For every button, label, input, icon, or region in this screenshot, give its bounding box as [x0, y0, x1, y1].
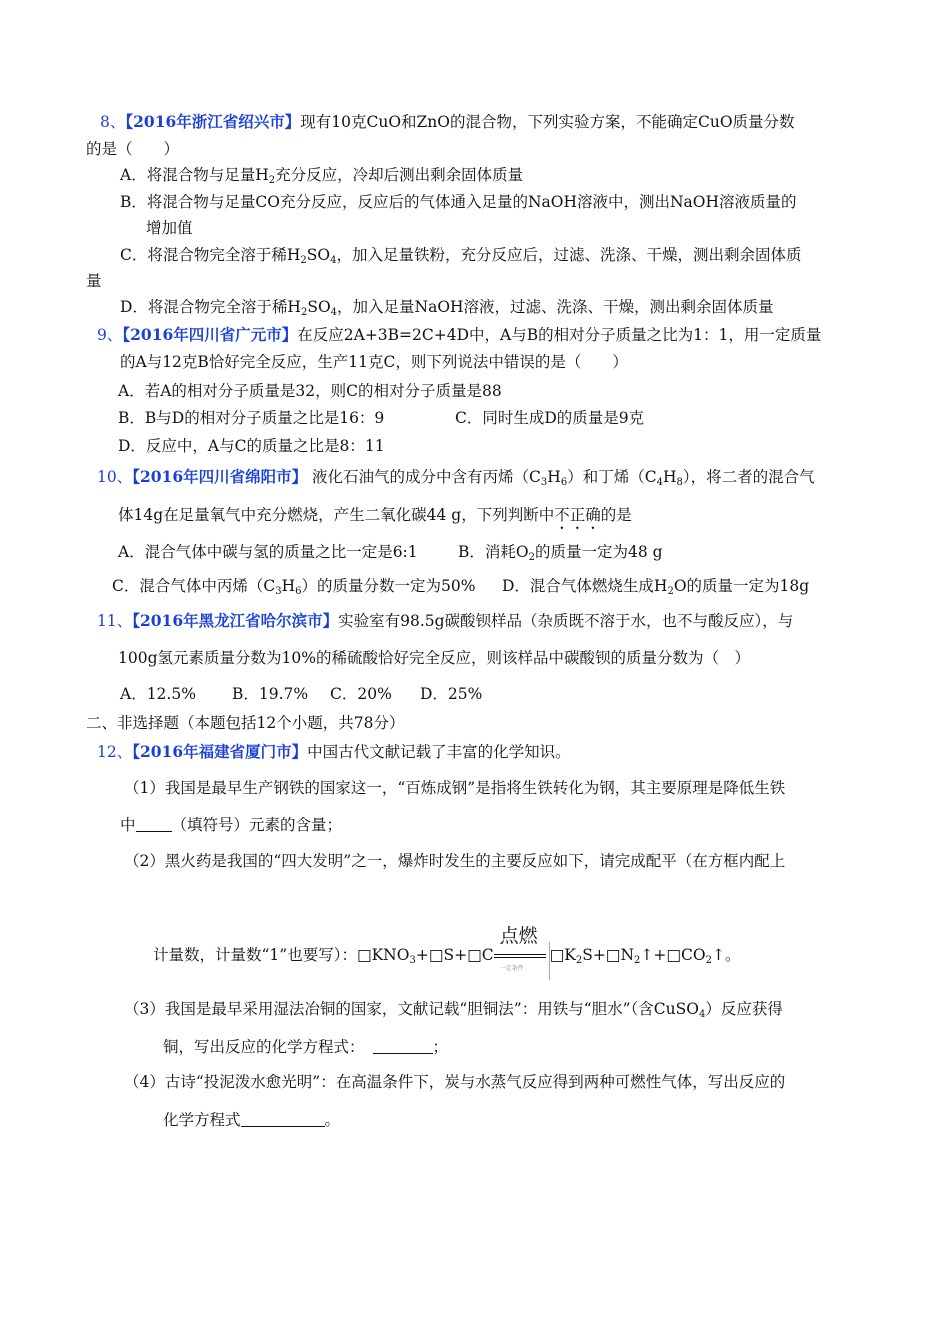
q8-stem-line2: 的是（ ） — [86, 140, 180, 158]
q10-h2: H — [662, 468, 677, 486]
q10-stem-mid: ）和丁烯（C — [567, 468, 657, 486]
q10-source-tag: 【2016年四川省绵阳市】 — [132, 467, 308, 486]
q12-eq-sub1: 3 — [409, 955, 416, 966]
q9-source-tag: 【2016年四川省广元市】 — [122, 325, 298, 344]
q11-number: 11、 — [97, 612, 133, 630]
q11-option-b: B．19.7% — [232, 685, 309, 703]
q12-p3-text: （3）我国是最早采用湿法冶铜的国家，文献记载“胆铜法”：用铁与“胆水”（含CuSO — [124, 1000, 699, 1018]
q10-b-text: B．消耗O — [458, 543, 529, 561]
q8-option-c-line2: 量 — [86, 272, 102, 290]
q9-stem-line1 — [97, 325, 821, 345]
q8-a-text-end: 充分反应，冷却后测出剩余固体质量 — [275, 166, 524, 184]
q12-part4-line2 — [163, 1110, 340, 1130]
q12-eq-prod2: S+□N — [582, 946, 635, 964]
q12-p3-text-end: ）反应获得 — [705, 1000, 783, 1018]
q8-option-a — [120, 165, 523, 191]
q8-a-text: A．将混合物与足量H — [120, 166, 269, 184]
q9-stem-line2: 的A与12克B恰好完全反应，生产11克C，则下列说法中错误的是（ ） — [120, 353, 628, 371]
section-heading: 二、非选择题（本题包括12个小题，共78分） — [86, 714, 405, 732]
q12-eq-sub2: 2 — [575, 955, 583, 966]
q12-p3-line2-end: ； — [432, 1038, 449, 1056]
q8-c-sub2: 4 — [330, 255, 337, 266]
q11-option-a: A．12.5% — [120, 685, 196, 703]
q11-stem-line2: 100g氢元素质量分数为10%的稀硫酸恰好完全反应，则该样品中碳酸钡的质量分数为（ ） — [118, 649, 750, 667]
reaction-condition-arrow — [494, 925, 550, 972]
q10-sub3: 4 — [656, 477, 663, 488]
q12-p1-text-end: （填符号）元素的含量； — [171, 816, 343, 834]
q10-c-h: H — [281, 577, 296, 595]
q9-option-b: B．B与D的相对分子质量之比是16：9 — [118, 409, 385, 427]
q10-stem-line2 — [118, 505, 632, 533]
q12-p1-answer-blank[interactable] — [136, 815, 172, 832]
q8-option-c-line1 — [120, 245, 801, 271]
q11-stem-line1 — [97, 611, 793, 631]
q10-stem-end: ），将二者的混合气 — [682, 468, 815, 486]
q8-c-sub1: 2 — [300, 255, 307, 266]
q8-d-text-end: ，加入足量NaOH溶液，过滤、洗涤、干燥，测出剩余固体质量 — [337, 298, 774, 316]
q12-part3-line2 — [163, 1037, 448, 1057]
q12-eq-reactants-end: +□S+□C — [415, 946, 494, 964]
q11-option-c: C．20% — [330, 685, 392, 703]
q10-line2-end: 的是 — [600, 506, 632, 524]
q12-eq-end: ↑。 — [711, 946, 741, 964]
q9-stem-text: 在反应2A+3B=2C+4D中，A与B的相对分子质量之比为1：1，用一定质量 — [297, 326, 822, 344]
q8-option-b-line1: B．将混合物与足量CO充分反应，反应后的气体通入足量的NaOH溶液中，测出NaOH溶液质量的 — [120, 193, 797, 211]
equal-bar-bottom — [494, 957, 546, 958]
q9-option-d: D．反应中，A与C的质量之比是8：11 — [118, 437, 385, 455]
q8-number: 8、 — [100, 113, 126, 131]
q8-d-sub1: 2 — [300, 307, 308, 318]
q12-part2-equation — [153, 925, 741, 972]
q12-p4-text-end: 。 — [324, 1111, 341, 1129]
q12-p3-answer-blank[interactable] — [373, 1037, 433, 1054]
q8-stem-line1 — [100, 112, 795, 132]
q10-c-sub1: 3 — [275, 586, 282, 597]
q12-part1-line2 — [120, 815, 342, 835]
q11-source-tag: 【2016年黑龙江省哈尔滨市】 — [132, 611, 339, 630]
q10-d-text-end: O的质量一定为18g — [673, 577, 810, 595]
q10-c-sub2: 6 — [295, 586, 302, 597]
q10-line2-text: 体14g在足量氧气中充分燃烧，产生二氧化碳44 g，下列判断中 — [118, 506, 555, 524]
q12-p4-answer-blank[interactable] — [241, 1110, 325, 1127]
q10-stem-line1 — [97, 467, 815, 493]
q12-p3-sub: 4 — [698, 1009, 706, 1020]
q10-option-c — [112, 576, 475, 602]
equal-bar-top — [494, 954, 546, 955]
q10-b-sub: 2 — [528, 552, 535, 563]
q12-part1-line1: （1）我国是最早生产钢铁的国家这一，“百炼成钢”是指将生铁转化为钢，其主要原理是降低生铁 — [124, 779, 786, 797]
q12-stem-text: 中国古代文献记载了丰富的化学知识。 — [307, 743, 571, 761]
q8-d-sub2: 4 — [330, 307, 338, 318]
q12-part3-line1 — [124, 999, 783, 1025]
q10-option-d — [502, 576, 809, 602]
q8-option-b-line2: 增加值 — [146, 219, 193, 237]
q8-d-mid: SO — [307, 298, 331, 316]
q10-sub4: 8 — [676, 477, 683, 488]
q12-part4-line1: （4）古诗“投泥泼水愈光明”：在高温条件下，炭与水蒸气反应得到两种可燃性气体，写出反应的 — [124, 1073, 786, 1091]
q9-number: 9、 — [97, 326, 123, 344]
q10-stem-text: 液化石油气的成分中含有丙烯（C — [307, 468, 541, 486]
q12-number: 12、 — [97, 743, 133, 761]
q10-emphasis-text: 不正确 — [554, 506, 601, 524]
condition-small-text: 一定条件 — [499, 965, 524, 972]
q10-option-a: A．混合气体中碳与氢的质量之比一定是6:1 — [118, 543, 418, 561]
q9-option-c: C．同时生成D的质量是9克 — [455, 409, 645, 427]
q8-a-subscript: 2 — [268, 175, 276, 186]
q9-option-a: A．若A的相对分子质量是32，则C的相对分子质量是88 — [118, 382, 502, 400]
q8-d-text: D．将混合物完全溶于稀H — [120, 298, 301, 316]
q11-stem-text: 实验室有98.5g碳酸钡样品（杂质既不溶于水，也不与酸反应），与 — [338, 612, 794, 630]
q12-eq-prod1: □K — [549, 946, 576, 964]
q12-p3-line2-text: 铜，写出反应的化学方程式： — [163, 1038, 365, 1056]
q12-part2-line1: （2）黑火药是我国的“四大发明”之一，爆炸时发生的主要反应如下，请完成配平（在方框内配上 — [124, 852, 786, 870]
q8-c-mid: SO — [306, 246, 331, 264]
q10-c-text: C．混合气体中丙烯（C — [112, 577, 276, 595]
q10-h1: H — [547, 468, 561, 486]
q10-d-text: D．混合气体燃烧生成H — [502, 577, 668, 595]
q12-eq-sub4: 2 — [705, 955, 712, 966]
q8-option-d — [120, 297, 774, 323]
condition-ignite: 点燃 — [499, 925, 538, 947]
q12-source-tag: 【2016年福建省厦门市】 — [132, 742, 308, 761]
q10-b-text-end: 的质量一定为48 g — [534, 543, 663, 561]
q11-option-d: D．25% — [420, 685, 483, 703]
q10-option-b — [458, 542, 663, 568]
q10-number: 10、 — [97, 468, 133, 486]
q12-eq-sub3: 2 — [634, 955, 641, 966]
q12-p1-text: 中 — [120, 816, 136, 834]
q12-stem — [97, 742, 571, 762]
cursor-line — [549, 942, 550, 980]
q8-c-text-end: ，加入足量铁粉，充分反应后，过滤、洗涤、干燥，测出剩余固体质 — [336, 246, 802, 264]
q12-p4-text: 化学方程式 — [163, 1111, 241, 1129]
q12-eq-prod3: ↑+□CO — [640, 946, 706, 964]
q8-source-tag: 【2016年浙江省绍兴市】 — [125, 112, 301, 131]
q10-d-sub: 2 — [667, 586, 674, 597]
q10-sub2: 6 — [560, 477, 568, 488]
q10-sub1: 3 — [540, 477, 548, 488]
q10-c-text-end: ）的质量分数一定为50% — [301, 577, 476, 595]
q8-c-text: C．将混合物完全溶于稀H — [120, 246, 301, 264]
q12-eq-reactants: 计量数，计量数“1”也要写）：□KNO — [153, 946, 410, 964]
q8-stem-text: 现有10克CuO和ZnO的混合物，下列实验方案，不能确定CuO质量分数 — [300, 113, 795, 131]
